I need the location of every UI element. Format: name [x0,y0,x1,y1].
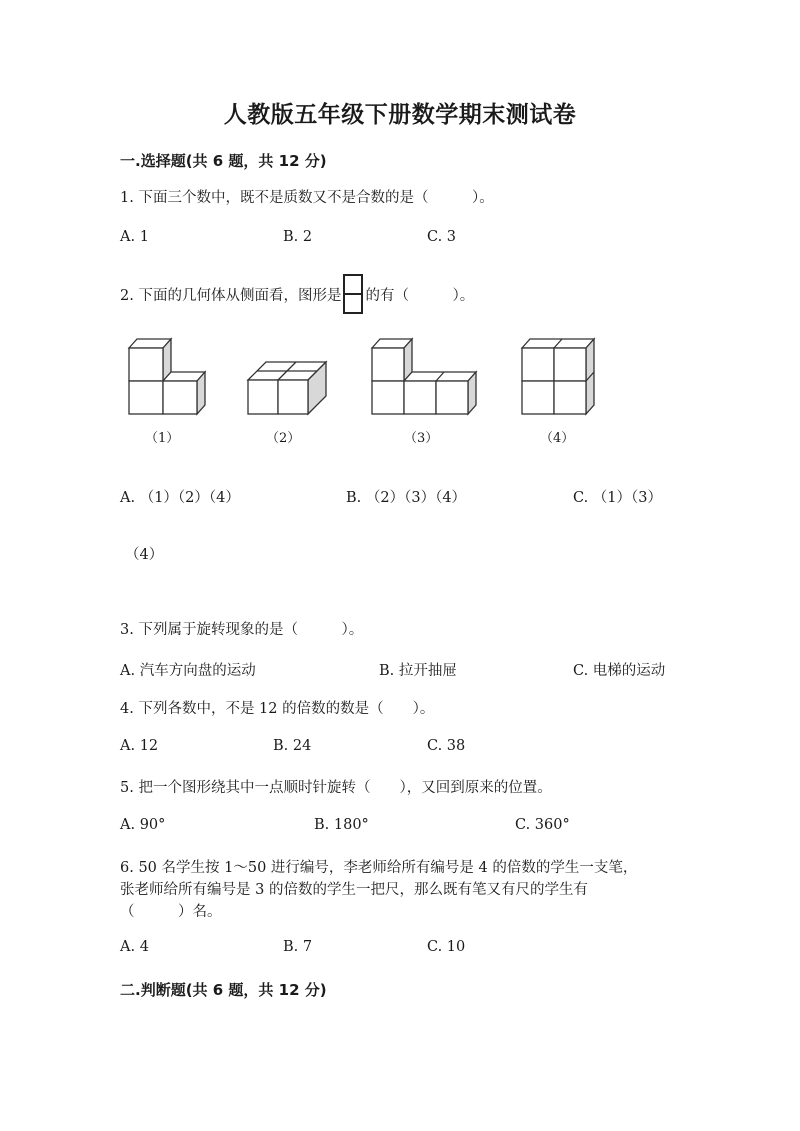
q3-option-b: B. 拉开抽屉 [379,663,457,679]
section-heading-true-false: 二.判断题(共 6 题，共 12 分) [120,981,327,999]
question-6-line-3: （ ）名。 [120,904,222,920]
question-2-text-before: 2. 下面的几何体从侧面看，图形是 [120,288,342,304]
q1-option-b: B. 2 [283,229,313,245]
q3-option-c: C. 电梯的运动 [573,663,666,679]
question-4: 4. 下列各数中，不是 12 的倍数的数是（ ）。 [120,701,435,717]
side-view-shape-icon [343,274,363,314]
q6-option-b: B. 7 [283,939,313,955]
question-3: 3. 下列属于旋转现象的是（ ）。 [120,622,364,638]
solid-figure-4 [518,335,600,420]
figure-1-label: （1） [145,431,180,446]
q1-option-c: C. 3 [427,229,457,245]
question-2-text-after: 的有（ ）。 [365,288,475,304]
figure-4-label: （4） [540,431,575,446]
q5-option-b: B. 180° [314,817,369,833]
figure-3-label: （3） [404,431,439,446]
q2-option-b: B. （2）（3）（4） [346,490,467,506]
q2-option-a: A. （1）（2）（4） [120,490,240,506]
q6-option-c: C. 10 [427,939,466,955]
q4-option-a: A. 12 [120,738,159,754]
q1-option-a: A. 1 [120,229,149,245]
question-6-line-2: 张老师给所有编号是 3 的倍数的学生一把尺，那么既有笔又有尺的学生有 [120,882,588,898]
q2-option-c: C. （1）（3） [573,490,662,506]
question-5: 5. 把一个图形绕其中一点顺时针旋转（ ），又回到原来的位置。 [120,780,552,796]
q6-option-a: A. 4 [120,939,149,955]
question-2 [120,276,474,316]
q5-option-a: A. 90° [120,817,166,833]
solid-figure-3 [368,335,488,420]
q4-option-c: C. 38 [427,738,466,754]
q5-option-c: C. 360° [515,817,570,833]
question-1: 1. 下面三个数中，既不是质数又不是合数的是（ ）。 [120,190,494,206]
section-heading-choice: 一.选择题(共 6 题，共 12 分) [120,152,327,170]
figure-2-label: （2） [266,431,301,446]
solid-figure-2 [244,358,330,418]
q3-option-a: A. 汽车方向盘的运动 [120,663,256,679]
page-title: 人教版五年级下册数学期末测试卷 [223,102,577,128]
q4-option-b: B. 24 [273,738,312,754]
solid-figure-1 [125,335,215,420]
q2-option-c-continued: （4） [125,547,164,563]
question-6-line-1: 6. 50 名学生按 1～50 进行编号，李老师给所有编号是 4 的倍数的学生一支笔， [120,860,638,876]
